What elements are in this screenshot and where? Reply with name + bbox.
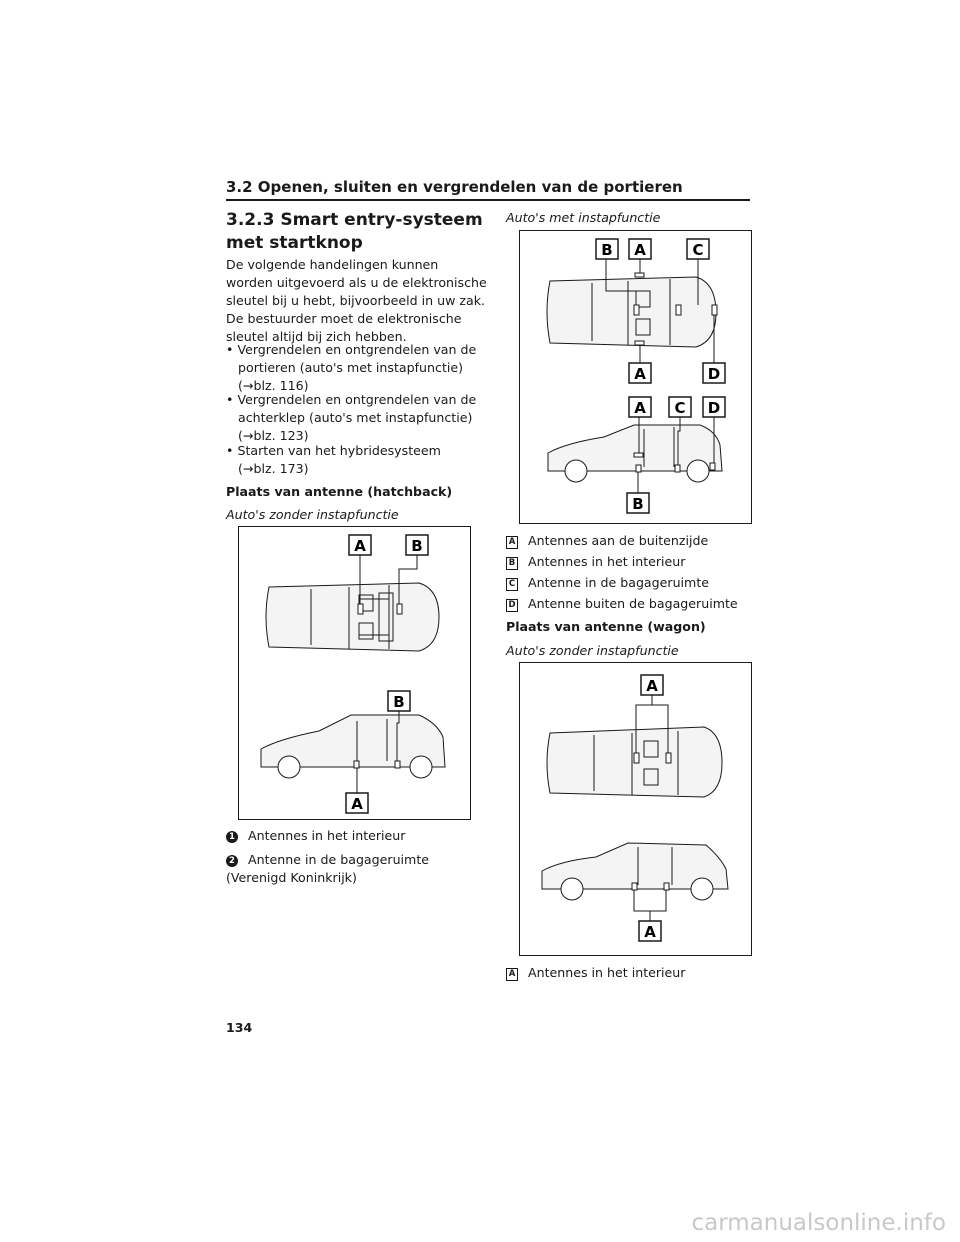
legend-item [506, 574, 709, 592]
diagram-label-d [703, 397, 725, 417]
antenna-diagram-hatchback-no-entry [238, 526, 471, 820]
legend-text: Antennes in het interieur [248, 828, 406, 843]
svg-text:A: A [634, 365, 646, 383]
running-header: 3.2 Openen, sluiten en vergrendelen van de portieren [226, 178, 683, 196]
antenna-diagram-hatchback-entry [519, 230, 752, 524]
diagram-caption: Auto's zonder instapfunctie [506, 643, 679, 658]
svg-text:A: A [351, 795, 363, 813]
bullet-text: Vergrendelen en ontgrendelen van de achterklep (auto's met instapfunctie) [237, 392, 477, 425]
legend-text: Antennes aan de buitenzijde [528, 533, 709, 548]
legend-text: Antennes in het interieur [528, 554, 686, 569]
bullet-mark: • [226, 443, 234, 458]
section-heading: 3.2.3 Smart entry-systeem met startknop [226, 210, 483, 253]
legend-key: D [506, 599, 518, 612]
diagram-label-a [639, 921, 661, 941]
diagram-label-a [629, 397, 651, 417]
diagram-caption: Auto's met instapfunctie [506, 210, 661, 225]
legend-item [506, 595, 738, 613]
antenna-diagram-wagon-no-entry [519, 662, 752, 956]
page-reference-link[interactable]: (→blz. 173) [238, 461, 309, 476]
legend-text: Antenne in de bagageruimte (Verenigd Koninkrijk) [226, 852, 430, 885]
bullet-item [226, 442, 488, 478]
diagram-label-a [629, 239, 651, 259]
svg-text:D: D [707, 399, 721, 417]
bullet-item [226, 391, 488, 445]
diagram-label-b [388, 691, 410, 711]
header-rule [226, 199, 750, 201]
legend-item [226, 851, 466, 887]
legend-item [506, 553, 685, 571]
wagon-heading: Plaats van antenne (wagon) [506, 619, 706, 634]
page-reference-link[interactable]: (→blz. 116) [238, 378, 309, 393]
svg-text:B: B [393, 693, 405, 711]
svg-text:C: C [674, 399, 686, 417]
diagram-caption: Auto's zonder instapfunctie [226, 507, 399, 522]
svg-text:B: B [601, 241, 613, 259]
diagram-label-a [629, 363, 651, 383]
legend-text: Antenne buiten de bagageruimte [528, 596, 738, 611]
legend-key: C [506, 578, 518, 591]
car-top-view [266, 583, 439, 651]
legend-text: Antennes in het interieur [528, 965, 686, 980]
diagram-label-b [627, 493, 649, 513]
watermark: carmanualsonline.info [691, 1210, 946, 1236]
diagram-label-b [596, 239, 618, 259]
diagram-label-d [703, 363, 725, 383]
legend-number: 1 [226, 831, 238, 843]
legend-key: A [506, 968, 518, 981]
svg-text:A: A [634, 241, 646, 259]
page-number: 134 [226, 1020, 253, 1035]
svg-text:D: D [707, 365, 721, 383]
bullet-text: Vergrendelen en ontgrendelen van de portieren (auto's met instapfunctie) [237, 342, 477, 375]
diagram-label-a [641, 675, 663, 695]
bullet-mark: • [226, 392, 234, 407]
car-top-view [547, 277, 716, 347]
bullet-item [226, 341, 488, 395]
svg-text:C: C [692, 241, 704, 259]
diagram-label-a [346, 793, 368, 813]
legend-key: B [506, 557, 518, 570]
svg-text:B: B [632, 495, 644, 513]
hatchback-heading: Plaats van antenne (hatchback) [226, 484, 453, 499]
svg-text:A: A [644, 923, 656, 941]
legend-text: Antenne in de bagageruimte [528, 575, 710, 590]
legend-item [506, 964, 685, 982]
car-side-view [542, 843, 728, 900]
diagram-label-c [687, 239, 709, 259]
legend-item [226, 827, 405, 845]
page-reference-link[interactable]: (→blz. 123) [238, 428, 309, 443]
svg-text:A: A [634, 399, 646, 417]
car-side-view [261, 715, 445, 778]
legend-number: 2 [226, 855, 238, 867]
svg-text:A: A [646, 677, 658, 695]
legend-key: A [506, 536, 518, 549]
intro-paragraph: De volgende handelingen kunnen worden uitgevoerd als u de elektronische sleutel bij u hebt, bijvoorbeeld in uw zak. De bestuurder moet de elektronische sleutel altijd bij zich hebben. [226, 257, 487, 344]
diagram-label-a [349, 535, 371, 555]
svg-text:A: A [354, 537, 366, 555]
legend-item [506, 532, 708, 550]
svg-text:B: B [411, 537, 423, 555]
bullet-text: Starten van het hybridesysteem [237, 443, 441, 458]
diagram-label-b [406, 535, 428, 555]
diagram-label-c [669, 397, 691, 417]
bullet-mark: • [226, 342, 234, 357]
